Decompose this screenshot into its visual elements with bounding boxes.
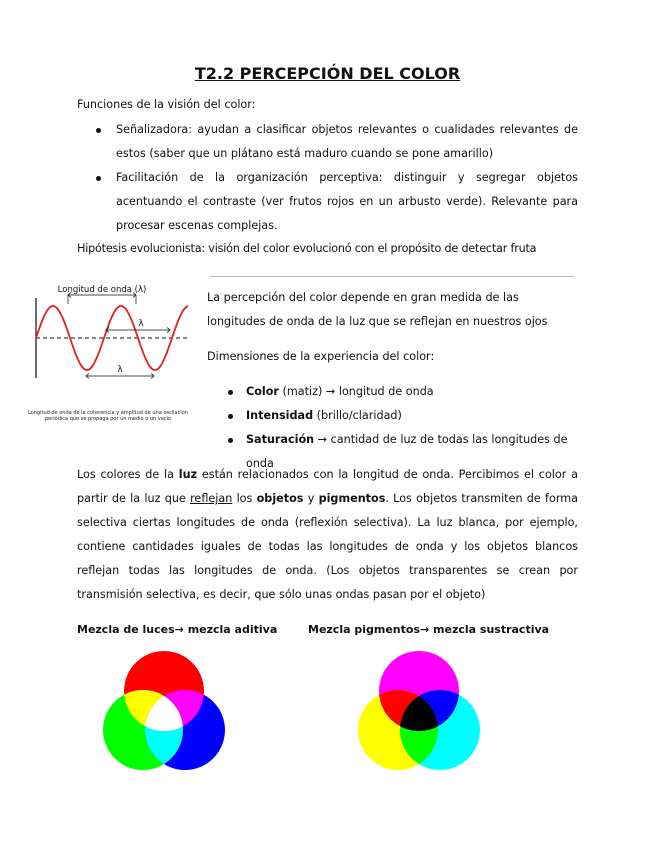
lambda-label-bottom: λ [117,365,123,375]
dimension-term: Intensidad [246,409,314,422]
function-text: distinguir y segregar objetos acentuando el contraste (ver frutos rojos en un arbusto verde). Relevante para procesar escenas complejas. [116,171,578,232]
wave-caption: Longitud de onda de la coherencia y amplitud de una oscilación periódica que se propaga por un medio o un vacío [28,410,188,422]
dimension-item [246,380,586,404]
term-pigmentos: pigmentos [318,492,386,505]
colors-text: los [232,492,257,505]
bullet-icon [96,176,101,181]
dimension-term: Color [246,385,279,398]
bullet-icon [228,438,233,443]
divider [210,276,574,277]
colors-text: y [303,492,319,505]
hypothesis-text: Hipótesis evolucionista: visión del color evolucionó con el propósito de detectar fruta [77,242,537,255]
perception-text: La percepción del color depende en gran medida de las longitudes de onda de la luz que se reflejan en nuestros ojos [207,291,548,328]
bullet-icon [228,390,233,395]
dimension-item [246,404,586,428]
dimension-desc: → cantidad de luz de todas las longitudes de onda [246,433,568,470]
lambda-label-top: λ [138,319,144,329]
function-item [116,118,578,166]
page-title: T2.2 PERCEPCIÓN DEL COLOR [194,64,461,83]
additive-mix-diagram [98,648,230,774]
colors-paragraph [77,463,578,607]
dimension-term: Saturación [246,433,315,446]
intro-text: Funciones de la visión del color: [77,98,256,111]
term-luz: luz [178,468,198,481]
additive-label: Mezcla de luces→ mezcla aditiva [77,623,278,636]
functions-list [116,118,578,238]
wave-title: Longitud de onda (λ) [57,285,147,295]
bullet-icon [228,414,233,419]
function-item [116,166,578,238]
subtractive-label: Mezcla pigmentos→ mezcla sustractiva [308,623,550,636]
wavelength-figure [28,280,198,385]
colors-text: están relacionados con la longitud de onda. Percibimos el color a partir de la luz que [77,468,578,505]
colors-text: . Los objetos transmiten de forma selectiva ciertas longitudes de onda (reflexión selectiva). La luz blanca, por ejemplo, contiene cantidades iguales de todas las longitudes de onda y los objetos blancos reflejan todas las longitudes de onda. (Los objetos transparentes se crean por transmisión selectiva, es decir, que sólo unas ondas pasan por el objeto) [77,492,578,601]
term-objetos: objetos [256,492,304,505]
colors-text: Los colores de la [77,468,179,481]
dimensions-heading: Dimensiones de la experiencia del color: [207,350,435,363]
function-name: Facilitación de la organización perceptiva: [116,171,383,184]
bullet-icon [96,128,101,133]
subtractive-mix-diagram [353,648,485,774]
term-reflejan: reflejan [190,492,233,505]
dimensions-list [246,380,586,476]
dimension-desc: (matiz) → longitud de onda [278,385,434,398]
function-text: ayudan a clasificar objetos relevantes o cualidades relevantes de estos (saber que un plátano está maduro cuando se pone amarillo) [116,123,578,160]
dimension-desc: (brillo/claridad) [313,409,402,422]
function-name: Señalizadora: [116,123,193,136]
